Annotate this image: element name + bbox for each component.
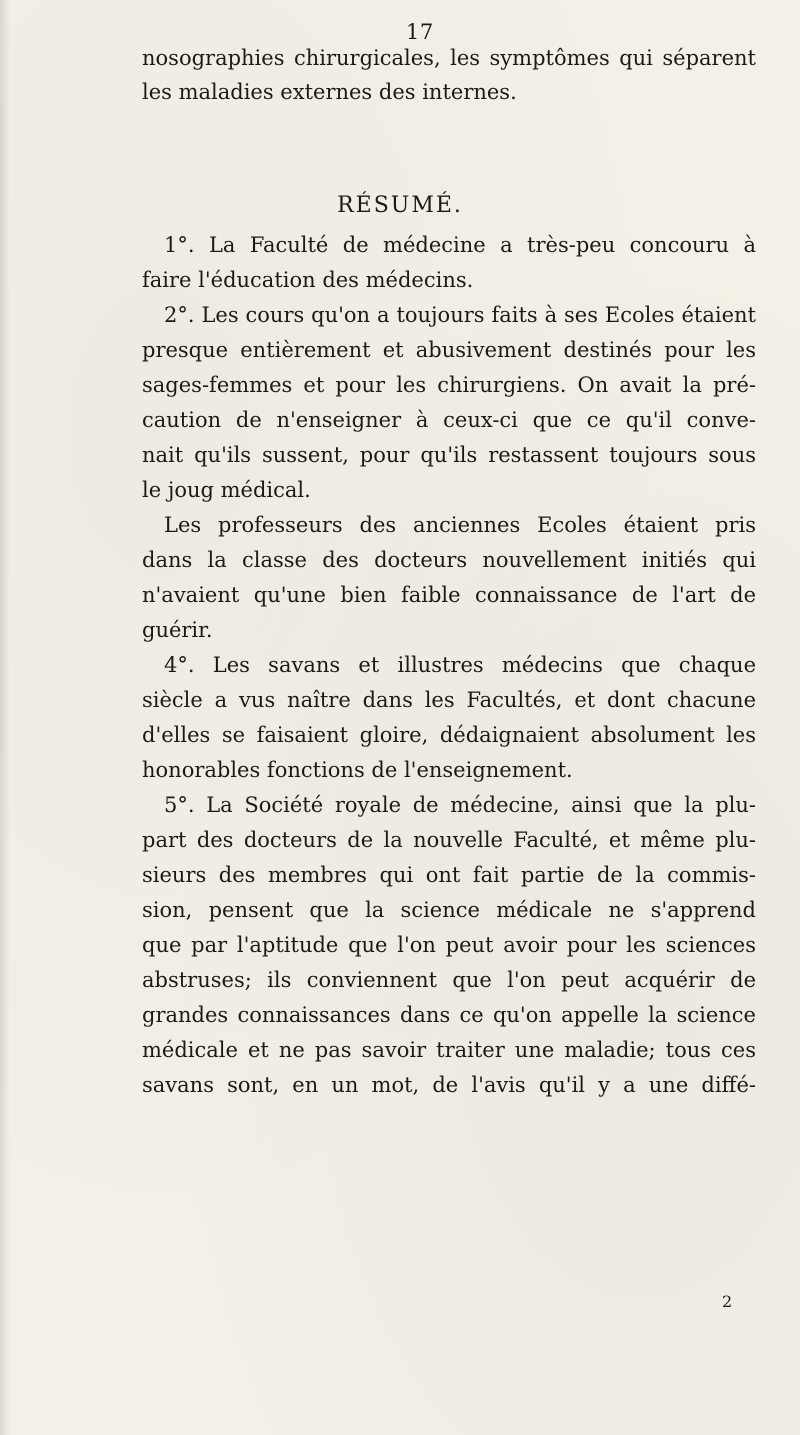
text-line: faire l'éducation des médecins. (142, 268, 474, 292)
text-line: guérir. (142, 618, 213, 642)
text-line: sieurs des membres qui ont fait partie de la commis- (142, 863, 756, 887)
page-number: 17 (406, 20, 434, 44)
text-line: nait qu'ils sussent, pour qu'ils restassent toujours sous (142, 443, 756, 467)
text-line: le joug médical. (142, 478, 311, 502)
text-line: part des docteurs de la nouvelle Faculté, et même plu- (142, 828, 756, 852)
text-line: savans sont, en un mot, de l'avis qu'il y a une diffé- (142, 1073, 756, 1097)
text-line: honorables fonctions de l'enseignement. (142, 758, 573, 782)
text-line: d'elles se faisaient gloire, dédaignaient absolument les (142, 723, 756, 747)
text-line: 4°. Les savans et illustres médecins que chaque (164, 653, 756, 677)
text-line: 5°. La Société royale de médecine, ainsi que la plu- (164, 793, 756, 817)
text-line: Les professeurs des anciennes Ecoles étaient pris (164, 513, 756, 537)
text-line: 2°. Les cours qu'on a toujours faits à ses Ecoles étaient (164, 303, 756, 327)
text-line: caution de n'enseigner à ceux-ci que ce qu'il conve- (142, 408, 756, 432)
text-line: grandes connaissances dans ce qu'on appelle la science (142, 1003, 756, 1027)
text-line: médicale et ne pas savoir traiter une maladie; tous ces (142, 1038, 756, 1062)
text-line: sion, pensent que la science médicale ne s'apprend (142, 898, 756, 922)
section-heading: RÉSUMÉ. (337, 193, 463, 218)
text-line: dans la classe des docteurs nouvellement initiés qui (142, 548, 756, 572)
text-line: n'avaient qu'une bien faible connaissance de l'art de (142, 583, 756, 607)
text-line: nosographies chirurgicales, les symptômes qui séparent (142, 46, 756, 70)
signature-mark: 2 (722, 1292, 733, 1311)
text-line: que par l'aptitude que l'on peut avoir pour les sciences (142, 933, 756, 957)
text-line: les maladies externes des internes. (142, 80, 517, 104)
text-line: 1°. La Faculté de médecine a très-peu concouru à (164, 233, 756, 257)
text-line: siècle a vus naître dans les Facultés, et dont chacune (142, 688, 756, 712)
text-line: sages-femmes et pour les chirurgiens. On avait la pré- (142, 373, 756, 397)
text-line: presque entièrement et abusivement destinés pour les (142, 338, 756, 362)
text-line: abstruses; ils conviennent que l'on peut acquérir de (142, 968, 756, 992)
